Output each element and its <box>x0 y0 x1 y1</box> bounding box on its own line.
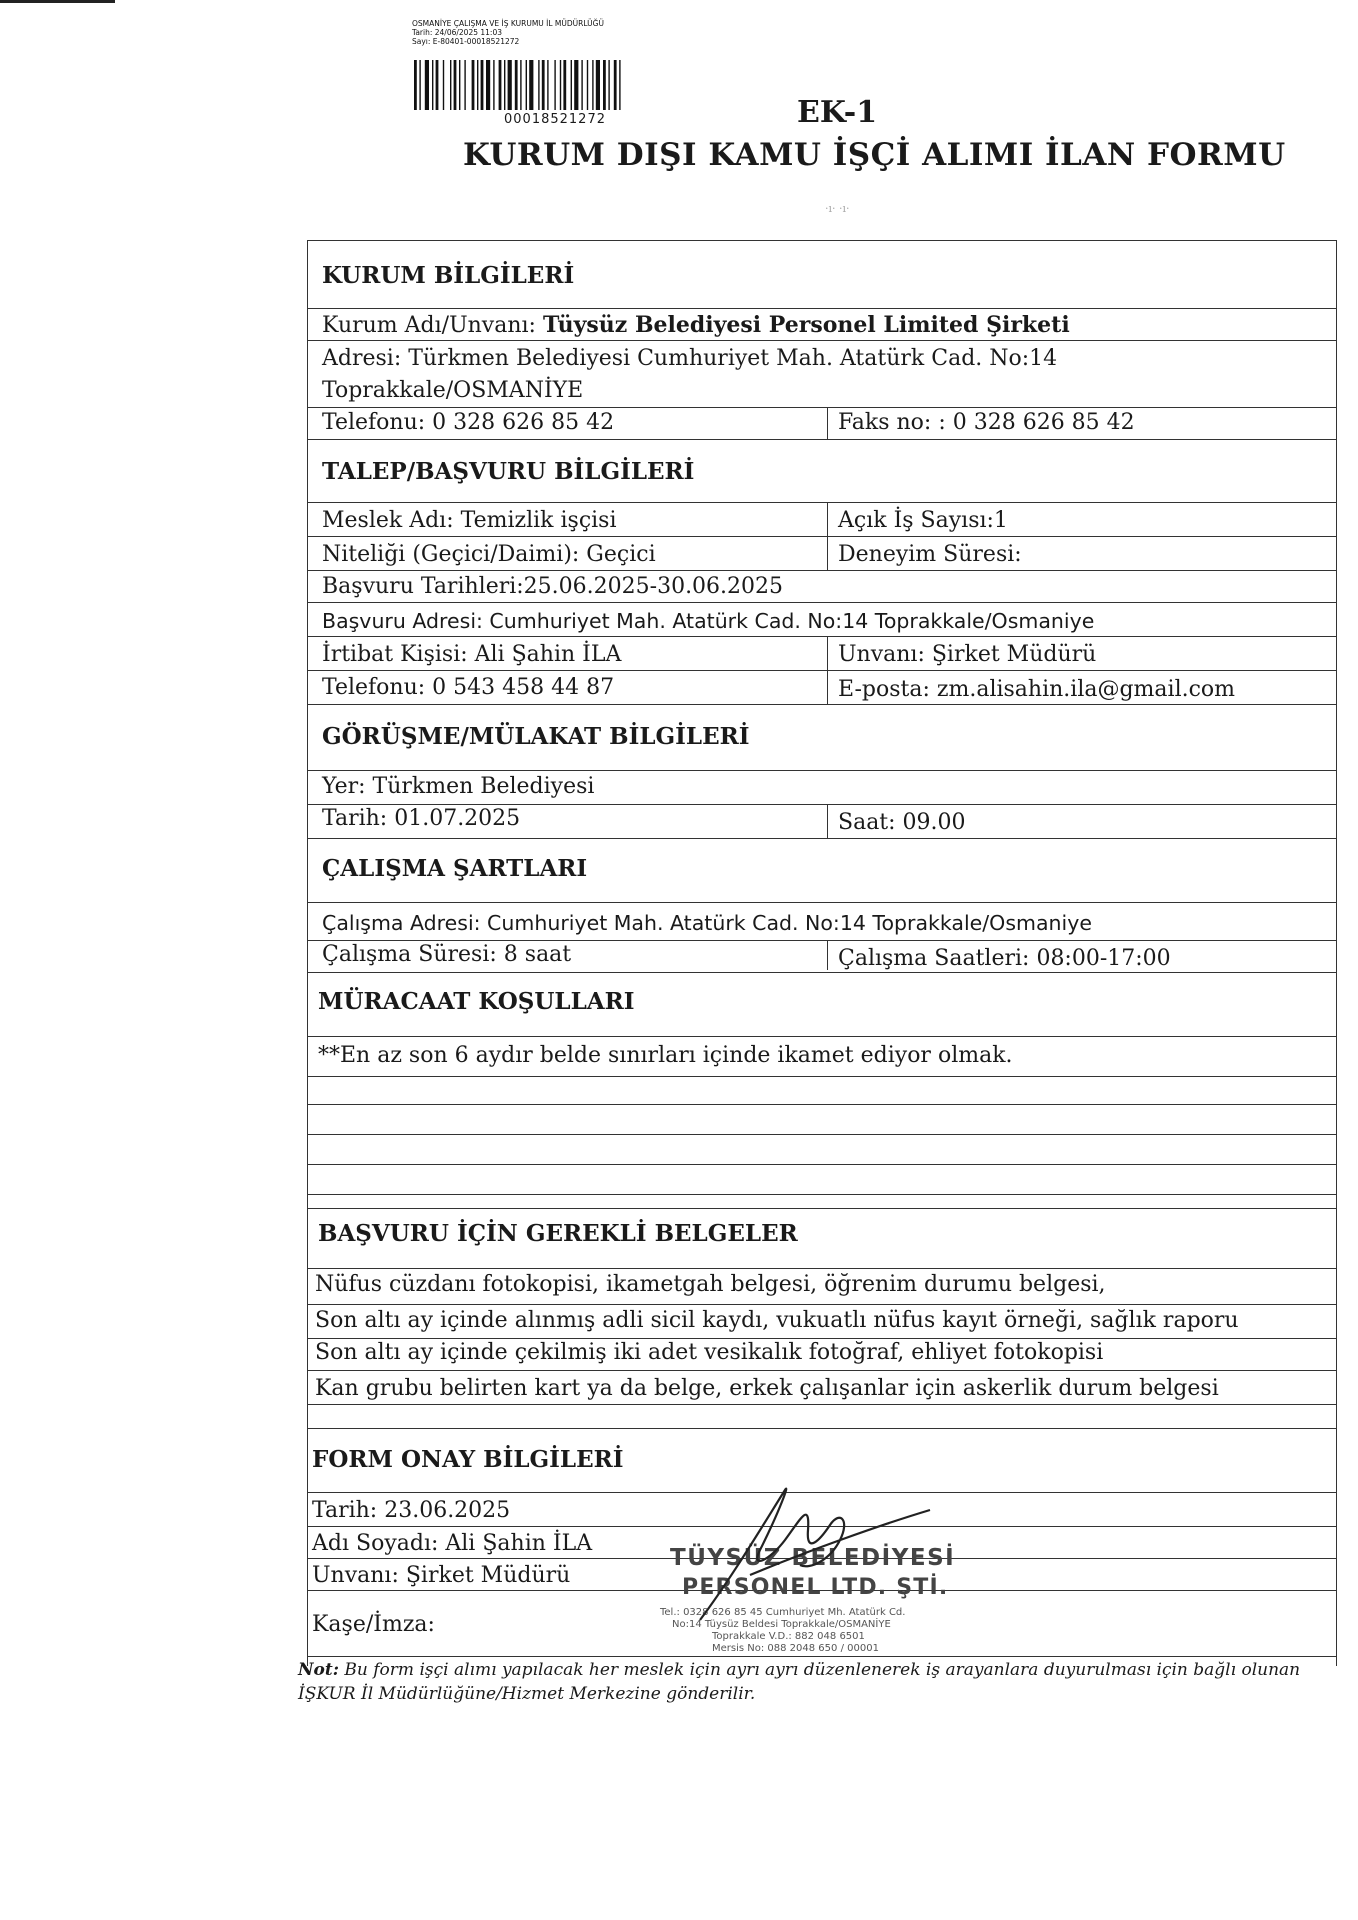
page-title: KURUM DIŞI KAMU İŞÇİ ALIMI İLAN FORMU <box>463 137 1286 173</box>
col-divider <box>827 636 828 704</box>
calisma-address: Çalışma Adresi: Cumhuriyet Mah. Atatürk Cad. No:14 Toprakkale/Osmaniye <box>322 911 1092 935</box>
talep-email: E-posta: zm.alisahin.ila@gmail.com <box>838 677 1236 702</box>
stamp-line: Toprakkale V.D.: 882 048 6501 <box>712 1631 865 1642</box>
stamp-line: Tel.: 0328 626 85 45 Cumhuriyet Mh. Atatürk Cd. <box>660 1607 906 1618</box>
gorusme-date: Tarih: 01.07.2025 <box>322 806 521 831</box>
section-heading-belgeler: BAŞVURU İÇİN GEREKLİ BELGELER <box>318 1220 798 1247</box>
onay-name: Adı Soyadı: Ali Şahin İLA <box>312 1531 593 1556</box>
talep-address: Başvuru Adresi: Cumhuriyet Mah. Atatürk Cad. No:14 Toprakkale/Osmaniye <box>322 609 1095 633</box>
stamp-line: Mersis No: 088 2048 650 / 00001 <box>712 1643 879 1654</box>
stamp-date: Tarih: 24/06/2025 11:03 <box>412 28 502 37</box>
faint-mark: ·ı· ·ı· <box>825 202 850 215</box>
rule <box>307 838 1337 839</box>
kurum-name-label: Kurum Adı/Unvanı: <box>322 313 536 338</box>
onay-date: Tarih: 23.06.2025 <box>312 1498 511 1523</box>
rule <box>307 1194 1337 1195</box>
rule <box>307 536 1337 537</box>
rule <box>307 1134 1337 1135</box>
stamp-line: TÜYSÜZ BELEDİYESİ <box>670 1545 956 1571</box>
col-divider <box>827 407 828 439</box>
rule <box>307 439 1337 440</box>
rule <box>307 1268 1337 1269</box>
registry-stamp <box>412 19 604 46</box>
section-heading-muracaat: MÜRACAAT KOŞULLARI <box>318 988 635 1015</box>
talep-experience: Deneyim Süresi: <box>838 542 1022 567</box>
rule <box>307 502 1337 503</box>
rule <box>307 972 1337 973</box>
note-text: Bu form işçi alımı yapılacak her meslek için ayrı ayrı düzenlenerek iş arayanlara duyurulması için bağlı olunan İŞKUR İl Müdürlüğüne/Hizmet Merkezine gönderilir. <box>298 1660 1301 1704</box>
note-label: Not: <box>298 1660 340 1680</box>
kurum-phone: Telefonu: 0 328 626 85 42 <box>322 410 615 435</box>
stamp-line: PERSONEL LTD. ŞTİ. <box>682 1575 949 1600</box>
belge-line: Nüfus cüzdanı fotokopisi, ikametgah belgesi, öğrenim durumu belgesi, <box>315 1272 1106 1297</box>
talep-profession: Meslek Adı: Temizlik işçisi <box>322 508 617 533</box>
rule <box>307 1656 1337 1657</box>
talep-phone: Telefonu: 0 543 458 44 87 <box>322 675 615 700</box>
belge-line: Son altı ay içinde alınmış adli sicil kaydı, vukuatlı nüfus kayıt örneği, sağlık raporu <box>315 1308 1239 1333</box>
kurum-address-line1: Adresi: Türkmen Belediyesi Cumhuriyet Mah. Atatürk Cad. No:14 <box>322 346 1058 371</box>
stamp-line: No:14 Tüysüz Beldesi Toprakkale/OSMANİYE <box>672 1619 891 1630</box>
kurum-name <box>322 312 1070 339</box>
onay-seal: Kaşe/İmza: <box>312 1612 435 1637</box>
rule <box>307 636 1337 637</box>
rule <box>307 1304 1337 1305</box>
rule <box>307 1338 1337 1339</box>
rule <box>307 602 1337 603</box>
belge-line: Kan grubu belirten kart ya da belge, erkek çalışanlar için askerlik durum belgesi <box>315 1376 1219 1401</box>
rule <box>307 1164 1337 1165</box>
stamp-number: Sayı: E-80401-00018521272 <box>412 37 520 46</box>
footer-note <box>298 1658 1340 1706</box>
section-heading-kurum: KURUM BİLGİLERİ <box>322 262 575 289</box>
form-right-border <box>1336 240 1337 1666</box>
rule <box>307 240 1337 241</box>
stamp-office: OSMANİYE ÇALIŞMA VE İŞ KURUMU İL MÜDÜRLÜĞÜ <box>412 19 604 28</box>
col-divider <box>827 940 828 970</box>
rule <box>307 1036 1337 1037</box>
rule <box>307 804 1337 805</box>
form-left-border <box>307 240 308 1666</box>
barcode-number: 00018521272 <box>504 112 606 127</box>
rule <box>307 407 1337 408</box>
kurum-name-value: Tüysüz Belediyesi Personel Limited Şirketi <box>542 312 1070 338</box>
section-heading-onay: FORM ONAY BİLGİLERİ <box>312 1446 624 1473</box>
kurum-fax: Faks no: : 0 328 626 85 42 <box>838 410 1135 435</box>
talep-dates: Başvuru Tarihleri:25.06.2025-30.06.2025 <box>322 574 784 599</box>
talep-nature: Niteliği (Geçici/Daimi): Geçici <box>322 542 656 567</box>
annex-label: EK-1 <box>797 95 878 130</box>
rule <box>307 704 1337 705</box>
barcode <box>412 60 692 110</box>
section-heading-talep: TALEP/BAŞVURU BİLGİLERİ <box>322 458 695 485</box>
rule <box>307 340 1337 341</box>
section-heading-calisma: ÇALIŞMA ŞARTLARI <box>322 855 588 882</box>
signature <box>690 1470 940 1640</box>
rule <box>307 770 1337 771</box>
belge-line: Son altı ay içinde çekilmiş iki adet vesikalık fotoğraf, ehliyet fotokopisi <box>315 1340 1104 1365</box>
col-divider <box>827 804 828 838</box>
rule <box>307 1370 1337 1371</box>
rule <box>307 1428 1337 1429</box>
gorusme-place: Yer: Türkmen Belediyesi <box>322 774 595 799</box>
scan-edge-mark <box>0 0 115 3</box>
col-divider <box>827 502 828 570</box>
onay-title: Unvanı: Şirket Müdürü <box>312 1563 571 1588</box>
rule <box>307 570 1337 571</box>
talep-open-jobs: Açık İş Sayısı:1 <box>838 508 1008 533</box>
rule <box>307 308 1337 309</box>
rule <box>307 1104 1337 1105</box>
rule <box>307 1404 1337 1405</box>
section-heading-gorusme: GÖRÜŞME/MÜLAKAT BİLGİLERİ <box>322 723 750 750</box>
calisma-duration: Çalışma Süresi: 8 saat <box>322 942 572 967</box>
rule <box>307 902 1337 903</box>
talep-contact-title: Unvanı: Şirket Müdürü <box>838 642 1097 667</box>
kurum-address-line2: Toprakkale/OSMANİYE <box>322 378 584 403</box>
rule <box>307 1076 1337 1077</box>
rule <box>307 1208 1337 1209</box>
muracaat-condition: **En az son 6 aydır belde sınırları içinde ikamet ediyor olmak. <box>318 1043 1013 1068</box>
rule <box>307 940 1337 941</box>
talep-contact: İrtibat Kişisi: Ali Şahin İLA <box>322 642 622 667</box>
rule <box>307 670 1337 671</box>
calisma-hours: Çalışma Saatleri: 08:00-17:00 <box>838 946 1171 971</box>
gorusme-time: Saat: 09.00 <box>838 810 966 835</box>
